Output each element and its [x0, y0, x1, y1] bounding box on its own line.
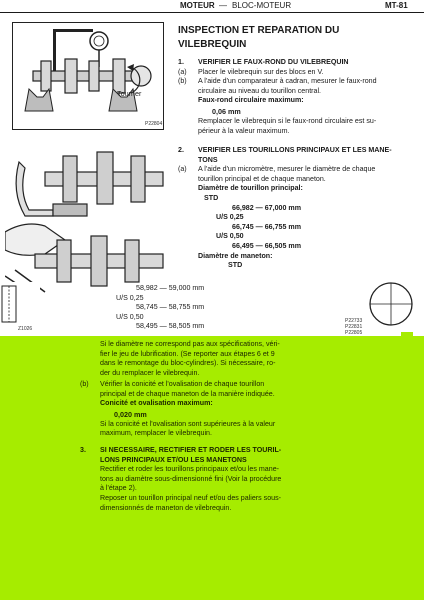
figure-taper-diagram — [343, 278, 415, 342]
crankpin-std-value: 58,982 — 59,000 mm — [136, 284, 205, 292]
step-3-number: 3. — [80, 446, 86, 454]
step-1b-line-2: circulaire au niveau du tourillon central. — [198, 86, 322, 95]
figure-code-c: P22805 — [345, 330, 363, 336]
rotate-label: Tourner — [117, 89, 142, 98]
crankpin-values — [116, 284, 336, 332]
step-1-number: 1. — [178, 58, 184, 66]
step-2 — [178, 146, 418, 271]
runout-spec-label: Faux-rond circulaire maximum: — [198, 96, 304, 105]
step-1b-line-1: A l'aide d'un comparateur à cadran, mesurer le faux-rond — [198, 77, 377, 86]
journal-us050-label: U/S 0,50 — [216, 232, 244, 241]
step-2a-marker: (a) — [178, 165, 187, 174]
page-number: MT-81 — [385, 1, 408, 10]
step-2a-line-2: tourillon principal et de chaque maneton. — [198, 174, 326, 183]
taper-note-line-1: Si la conicité et l'ovalisation sont supérieures à la valeur — [100, 419, 276, 428]
journal-us025-label: U/S 0,25 — [216, 213, 244, 222]
header-section: MOTEUR — [180, 1, 215, 10]
crankpin-us025-value: 58,745 — 58,755 mm — [136, 303, 205, 312]
title-line-2: VILEBREQUIN — [178, 39, 247, 50]
step-2a-line-1: A l'aide d'un micromètre, mesurer le diamètre de chaque — [198, 165, 376, 174]
crankpin-us050-value: 58,495 — 58,505 mm — [136, 322, 205, 331]
crankpin-us050-label: U/S 0,50 — [116, 312, 144, 321]
step-3-p1-line-1: Rectifier et roder les tourillons principaux et/ou les mane- — [100, 465, 280, 474]
step-3-p2-line-2: dimensionnés de maneton de vilebrequin. — [100, 503, 232, 512]
step-2-heading-line-2: TONS — [198, 155, 218, 164]
header-subsection: BLOC-MOTEUR — [232, 1, 292, 10]
step-2-note-line-1: Si le diamètre ne correspond pas aux spécifications, véri- — [100, 340, 280, 348]
step-1-note-line-2: périeur à la valeur maximum. — [198, 126, 290, 135]
crankpin-us025-label: U/S 0,25 — [116, 293, 144, 302]
step-3-p1-line-3: à l'étape 2). — [100, 484, 137, 493]
crankshaft-runout-illustration — [13, 23, 163, 129]
figure-code-b: P22831 — [345, 324, 363, 330]
step-3-heading-line-2: LONS PRINCIPAUX ET/OU LES MANETONS — [100, 455, 247, 464]
step-2b-line-2: principal et de chaque maneton de la manière indiquée. — [100, 389, 275, 398]
crankpin-std-label: STD — [228, 261, 243, 270]
figure-code-a: P22733 — [345, 318, 363, 324]
figure-code: P22804 — [145, 121, 163, 127]
step-3-p2-line-1: Reposer un tourillon principal neuf et/ou des paliers sous- — [100, 493, 281, 502]
step-2-number: 2. — [178, 146, 184, 154]
step-1 — [178, 58, 418, 136]
taper-spec-label: Conicité et ovalisation maximum: — [100, 399, 213, 408]
step-1b-marker: (b) — [178, 77, 187, 86]
step-3-p1-line-2: tons au diamètre sous-dimensionné fini (Voir la procédure — [100, 474, 282, 483]
step-2-note-line-3: dans le remontage du bloc-cylindres). Si nécessaire, ro- — [100, 359, 276, 368]
header-separator: — — [219, 1, 227, 10]
figure-code: Z1026 — [18, 326, 33, 332]
figure-cross-section — [0, 282, 40, 336]
runout-spec-value: 0,06 mm — [212, 106, 241, 116]
taper-note-line-2: maximum, remplacer le vilebrequin. — [100, 429, 212, 438]
journal-std-value: 66,982 — 67,000 mm — [232, 203, 302, 212]
taper-spec-value: 0,020 mm — [114, 409, 147, 419]
step-2b — [80, 380, 420, 439]
section-title — [178, 24, 418, 52]
step-2-note — [100, 340, 420, 378]
figure-runout-check — [12, 22, 164, 130]
step-1a-text: Placer le vilebrequin sur des blocs en V. — [198, 67, 324, 76]
micrometer-journal-illustration — [5, 142, 165, 294]
journal-diameter-label: Diamètre de tourillon principal: — [198, 184, 303, 193]
step-2b-marker: (b) — [80, 380, 89, 388]
figure-journal-measure — [5, 142, 165, 294]
step-1a-marker: (a) — [178, 67, 187, 76]
journal-us050-value: 66,495 — 66,505 mm — [232, 241, 302, 250]
step-2-note-line-4: der du remplacer le vilebrequin. — [100, 368, 200, 377]
journal-std-label: STD — [204, 193, 219, 202]
step-1-note-line-1: Remplacer le vilebrequin si le faux-rond circulaire est su- — [198, 116, 377, 125]
step-3 — [80, 446, 420, 513]
header-rule — [0, 12, 424, 13]
step-2-heading-line-1: VERIFIER LES TOURILLONS PRINCIPAUX ET LES MANE- — [198, 146, 392, 154]
step-1-heading: VERIFIER LE FAUX-ROND DU VILEBREQUIN — [198, 58, 349, 66]
journal-us025-value: 66,745 — 66,755 mm — [232, 222, 302, 231]
crankpin-diameter-label: Diamètre de maneton: — [198, 251, 273, 260]
step-2b-line-1: Vérifier la conicité et l'ovalisation de chaque tourillon — [100, 380, 265, 388]
title-line-1: INSPECTION ET REPARATION DU — [178, 25, 340, 36]
step-2-note-line-2: fier le jeu de lubrification. (Se reporter aux étapes 6 et 9 — [100, 349, 275, 358]
step-3-heading-line-1: SI NECESSAIRE, RECTIFIER ET RODER LES TOURIL- — [100, 446, 282, 454]
